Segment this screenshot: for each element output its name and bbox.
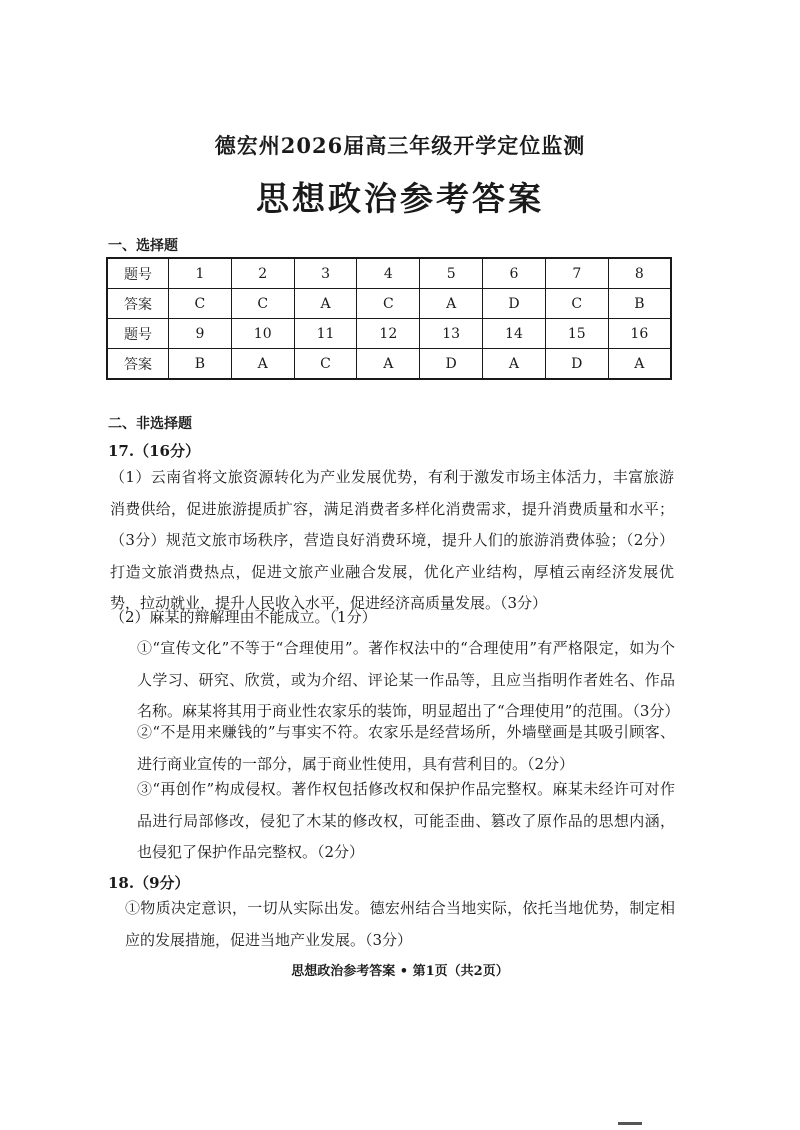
- q18-title: 18.（9分）: [108, 874, 190, 892]
- answer-table-cell: 14: [483, 319, 546, 349]
- answer-table-cell: 8: [608, 258, 671, 289]
- answer-table-cell: 9: [169, 319, 232, 349]
- answer-table-cell: 13: [420, 319, 483, 349]
- q17-part2-intro: （2）麻某的辩解理由不能成立。（1分）: [110, 608, 377, 626]
- q18-point1: ①物质决定意识，一切从实际出发。德宏州结合当地实际，依托当地优势，制定相应的发展措施，促进当地产业发展。（3分）: [125, 899, 675, 949]
- answer-table-cell: C: [231, 289, 294, 319]
- q17-part2-point3: ③“再创作”构成侵权。著作权包括修改权和保护作品完整权。麻某未经许可对作品进行局部修改，侵犯了木某的修改权，可能歪曲、篡改了原作品的思想内涵，也侵犯了保护作品完整权。（2分）: [137, 780, 675, 861]
- answer-table-cell: 5: [420, 258, 483, 289]
- answer-table-cell: A: [608, 349, 671, 380]
- answer-table-row: [107, 258, 671, 289]
- answer-table-cell: 10: [231, 319, 294, 349]
- answer-table-cell: A: [483, 349, 546, 380]
- answer-table-cell: 15: [545, 319, 608, 349]
- answer-table-cell: C: [545, 289, 608, 319]
- answer-table-cell: C: [357, 289, 420, 319]
- scan-smudge-mark: [618, 1122, 642, 1125]
- row-label: 题号: [107, 258, 169, 289]
- answer-table-cell: 4: [357, 258, 420, 289]
- answer-table-row: [107, 289, 671, 319]
- answer-table-cell: 12: [357, 319, 420, 349]
- answer-table-cell: D: [420, 349, 483, 380]
- answer-table-cell: B: [608, 289, 671, 319]
- answer-table-cell: C: [294, 349, 357, 380]
- answer-table-cell: 16: [608, 319, 671, 349]
- q17-part2-point2: ②“不是用来赚钱的”与事实不符。农家乐是经营场所，外墙壁画是其吸引顾客、进行商业宣传的一部分，属于商业性使用，具有营利目的。（2分）: [137, 723, 675, 773]
- answer-table-cell: A: [357, 349, 420, 380]
- section2-heading: 二、非选择题: [108, 416, 192, 432]
- answer-table-cell: A: [231, 349, 294, 380]
- row-label: 答案: [107, 349, 169, 380]
- page-footer: 思想政治参考答案 • 第1页（共2页）: [291, 964, 509, 979]
- answer-table: [106, 257, 672, 380]
- answer-table-row: [107, 349, 671, 380]
- exam-title: 德宏州2026届高三年级开学定位监测: [214, 133, 586, 158]
- answer-table-cell: 3: [294, 258, 357, 289]
- answer-table-cell: 11: [294, 319, 357, 349]
- answer-table-cell: A: [420, 289, 483, 319]
- answer-table-cell: 6: [483, 258, 546, 289]
- answer-table-cell: D: [483, 289, 546, 319]
- answer-table-cell: A: [294, 289, 357, 319]
- q17-title: 17.（16分）: [108, 442, 200, 460]
- answer-table-cell: D: [545, 349, 608, 380]
- answer-table-cell: C: [169, 289, 232, 319]
- answer-table-cell: 7: [545, 258, 608, 289]
- answer-table-cell: 1: [169, 258, 232, 289]
- q17-part2-point1: ①“宣传文化”不等于“合理使用”。著作权法中的“合理使用”有严格限定，如为个人学习、研究、欣赏，或为介绍、评论某一作品等，且应当指明作者姓名、作品名称。麻某将其用于商业性农家乐的装饰，明显超出了“合理使用”的范围。（3分）: [137, 639, 680, 720]
- row-label: 题号: [107, 319, 169, 349]
- section1-heading: 一、选择题: [108, 238, 178, 254]
- answer-table-cell: B: [169, 349, 232, 380]
- q17-part1: [110, 462, 674, 620]
- row-label: 答案: [107, 289, 169, 319]
- answer-table-cell: 2: [231, 258, 294, 289]
- document-subtitle: 思想政治参考答案: [256, 179, 544, 218]
- q17-part1-text: （1）云南省将文旅资源转化为产业发展优势，有利于激发市场主体活力，丰富旅游消费供给，促进旅游提质扩容，满足消费者多样化消费需求，提升消费质量和水平；（3分）规范文旅市场秩序，营造良好消费环境，提升人们的旅游消费体验；（2分）打造文旅消费热点，促进文旅产业融合发展，优化产业结构，厚植云南经济发展优势，拉动就业，提升人民收入水平，促进经济高质量发展。（3分）: [110, 468, 674, 612]
- answer-table-row: [107, 319, 671, 349]
